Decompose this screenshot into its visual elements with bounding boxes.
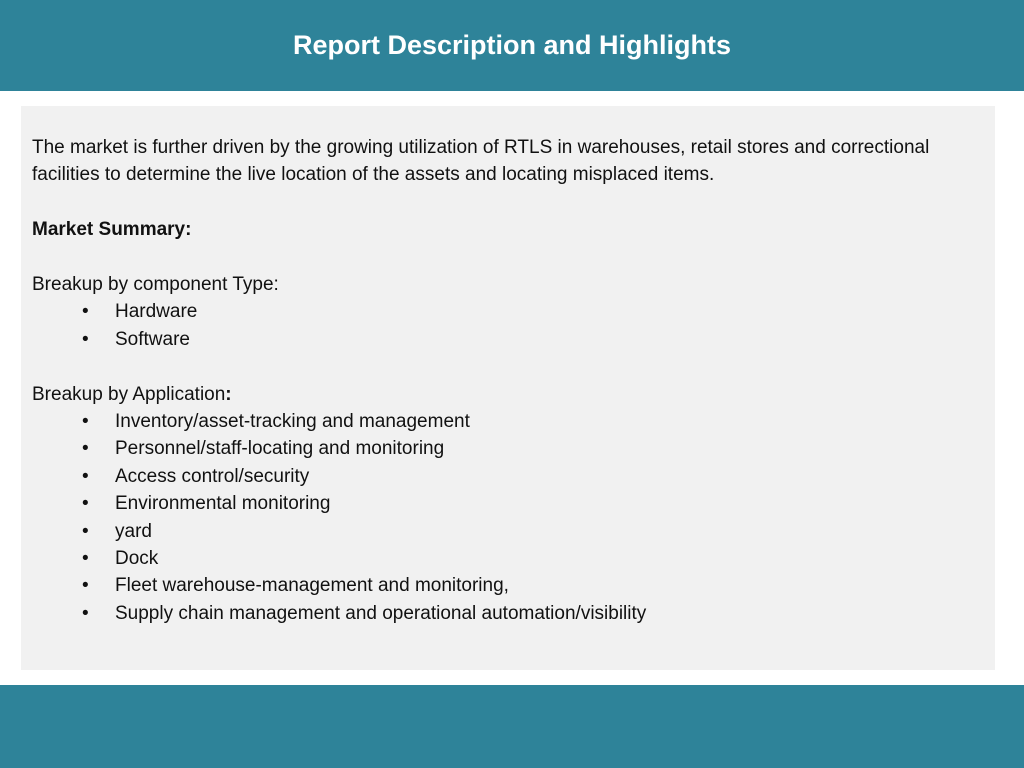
bullet-icon: • xyxy=(82,602,89,624)
list-item xyxy=(32,298,982,325)
footer-bar xyxy=(0,685,1024,768)
bullet-icon: • xyxy=(82,301,89,323)
list-item xyxy=(32,326,982,353)
component-type-list xyxy=(32,298,982,353)
list-item-label: Dock xyxy=(115,548,159,570)
list-item-label: Software xyxy=(115,328,190,350)
application-list xyxy=(32,408,982,627)
bullet-icon: • xyxy=(82,465,89,487)
list-item xyxy=(32,435,982,462)
list-item-label: Personnel/staff-locating and monitoring xyxy=(115,438,445,460)
spacer xyxy=(32,189,982,216)
bullet-icon: • xyxy=(82,493,89,515)
spacer xyxy=(32,353,982,380)
list-item xyxy=(32,518,982,545)
list-item xyxy=(32,463,982,490)
list-item-label: Fleet warehouse-management and monitoring, xyxy=(115,575,509,597)
page-title: Report Description and Highlights xyxy=(292,30,731,60)
bullet-icon: • xyxy=(82,411,89,433)
list-item-label: Hardware xyxy=(115,301,198,323)
list-item xyxy=(32,408,982,435)
intro-paragraph: The market is further driven by the growing utilization of RTLS in warehouses, retail stores and correctional facilities to determine the live location of the assets and locating misplaced items. xyxy=(32,137,930,186)
list-item xyxy=(32,490,982,517)
market-summary-heading: Market Summary: xyxy=(32,219,192,241)
list-item-label: Supply chain management and operational automation/visibility xyxy=(115,602,647,624)
list-item-label: Environmental monitoring xyxy=(115,493,331,515)
report-body xyxy=(32,134,982,627)
bullet-icon: • xyxy=(82,520,89,542)
application-heading xyxy=(32,381,982,408)
bullet-icon: • xyxy=(82,548,89,570)
list-item xyxy=(32,600,982,627)
spacer xyxy=(32,244,982,271)
list-item xyxy=(32,572,982,599)
list-item-label: yard xyxy=(115,520,152,542)
application-heading-text: Breakup by Application xyxy=(32,383,226,405)
bullet-icon: • xyxy=(82,438,89,460)
bullet-icon: • xyxy=(82,328,89,350)
content-panel xyxy=(21,106,995,670)
component-type-heading: Breakup by component Type: xyxy=(32,274,279,295)
list-item xyxy=(32,545,982,572)
list-item-label: Inventory/asset-tracking and management xyxy=(115,411,470,433)
list-item-label: Access control/security xyxy=(115,465,310,487)
header-bar xyxy=(0,0,1024,91)
application-heading-colon: : xyxy=(225,383,232,405)
bullet-icon: • xyxy=(82,575,89,597)
